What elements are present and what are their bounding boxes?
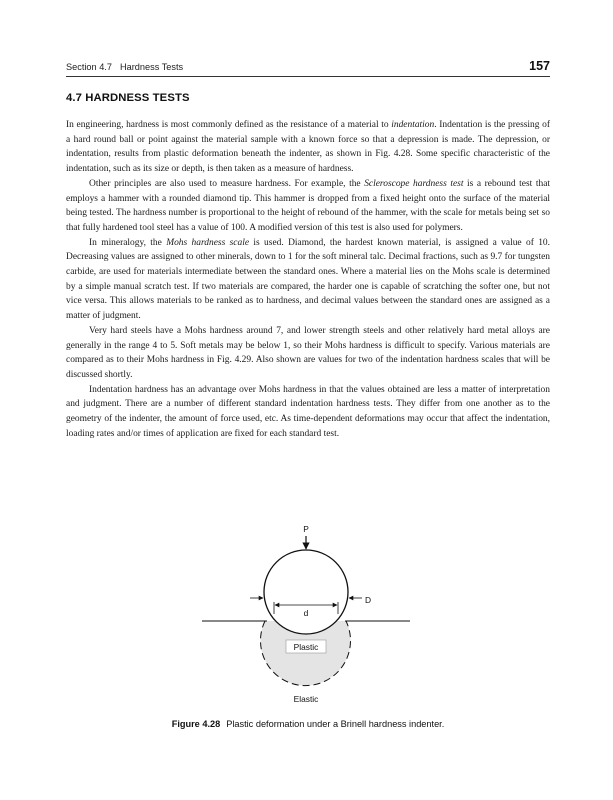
paragraph-4: Very hard steels have a Mohs hardness around 7, and lower strength steels and other relatively hard metal alloys are generally in the range 4 to 5. Soft metals may be below 1, so their Mohs hardness is difficult to specify. Various materials are compared as to their Mohs hardness in Fig. 4.29. Also shown are values for two of the indentation hardness scales that will be discussed shortly. [66, 325, 550, 380]
label-diameter: d [303, 608, 309, 618]
figure-caption [66, 719, 550, 729]
running-head [66, 62, 183, 72]
header-rule [66, 76, 550, 77]
paragraph-5: Indentation hardness has an advantage over Mohs hardness in that the values obtained are less a matter of interpretation and judgment. There are a number of different standard indentation hardness tests. They differ from one another as to the geometry of the indenter, the amount of force used, etc. As time-dependent deformations may occur that affect the indentation, loading rates and/or times of application are fixed for each standard test. [66, 384, 550, 439]
page-number: 157 [529, 59, 550, 73]
label-load: P [303, 524, 309, 534]
label-plastic: Plastic [293, 642, 319, 652]
paragraph-3-text-a: In mineralogy, the [89, 237, 167, 248]
running-header [66, 61, 550, 77]
figure-number: Figure 4.28 [171, 719, 221, 729]
section-title-running: Hardness Tests [119, 62, 184, 72]
paragraph-3-text-b: is used. Diamond, the hardest known material, is assigned a value of 10. Decreasing values are assigned to other minerals, down to 1 for the soft mineral talc. Decimal fractions, such as 9.7 for tungsten carbide, are used for materials intermediate between the standard ones. Where a material lies on the Mohs scale is determined by a simple manual scratch test. If two materials are compared, the harder one is capable of scratching the softer one, but not vice versa. This allows materials to be ranked as to hardness, and decimal values between the standard ones are assigned as a matter of judgment. [66, 237, 550, 322]
term-scleroscope: Scleroscope hardness test [364, 178, 464, 189]
section-number: Section 4.7 [66, 62, 112, 72]
paragraph-2 [66, 177, 550, 236]
paragraph-3 [66, 236, 550, 324]
term-indentation: indentation [391, 120, 435, 130]
paragraph-2-text-a: Other principles are also used to measure hardness. For example, the [89, 178, 365, 189]
term-mohs-scale: Mohs hardness scale [166, 237, 250, 248]
label-ball-diameter: D [365, 595, 372, 605]
section-heading: 4.7 HARDNESS TESTS [66, 92, 190, 104]
caption-text: Plastic deformation under a Brinell hardness indenter. [226, 719, 445, 729]
paragraph-1 [66, 118, 550, 177]
paragraph-2-text-b: is a rebound test that employs a hammer with a rounded diamond tip. This hammer is dropped from a fixed height onto the surface of the material being tested. The hardness number is proportional to the height of rebound of the hammer, with the scale for metals being set so that fully hardened tool steel has a value of 100. A modified version of this test is also used for polymers. [66, 178, 551, 233]
label-elastic: Elastic [293, 694, 319, 704]
figure-brinell-indenter [190, 520, 430, 710]
body-text [66, 118, 550, 441]
brinell-diagram [190, 520, 430, 710]
ball-indenter [264, 550, 348, 634]
paragraph-1-text-b: . Indentation is the pressing of a hard round ball or point against the material sample with a known force so that a depression is made. The depression, or indentation, results from plastic deformation beneath the indenter, as shown in Fig. 4.28. Some specific characteristic of the indentation, such as its size or depth, is then taken as a measure of hardness. [66, 120, 551, 175]
paragraph-1-text-a: In engineering, hardness is most commonly defined as the resistance of a material to [66, 120, 392, 130]
